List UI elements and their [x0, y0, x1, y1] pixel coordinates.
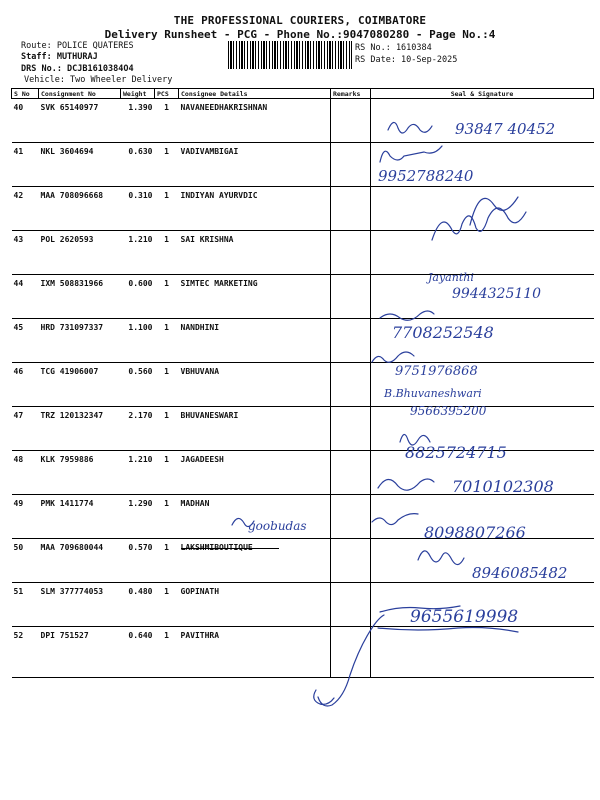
row-sno: 41 — [12, 143, 39, 187]
row-signature — [371, 275, 594, 319]
row-sno: 52 — [12, 627, 39, 678]
row-weight: 0.630 — [121, 143, 155, 187]
row-consignment: DPI 751527 — [39, 627, 121, 678]
runsheet-table — [11, 88, 594, 678]
row-pcs: 1 — [155, 407, 179, 451]
row-remarks — [331, 363, 371, 407]
col-pcs: PCS — [155, 89, 179, 99]
row-pcs: 1 — [155, 187, 179, 231]
row-weight: 2.170 — [121, 407, 155, 451]
row-remarks — [331, 627, 371, 678]
col-sno: S No — [12, 89, 39, 99]
phone-47: 9566395200 — [410, 404, 487, 418]
row-remarks — [331, 187, 371, 231]
row-signature — [371, 539, 594, 583]
row-remarks — [331, 451, 371, 495]
table-row — [12, 539, 594, 583]
row-signature — [371, 407, 594, 451]
row-remarks — [331, 407, 371, 451]
row-pcs: 1 — [155, 583, 179, 627]
row-sno: 50 — [12, 539, 39, 583]
phone-45: 7708252548 — [392, 323, 494, 342]
table-row — [12, 627, 594, 678]
row-consignment: MAA 709680044 — [39, 539, 121, 583]
row-consignee: VADIVAMBIGAI — [179, 143, 331, 187]
row-weight: 1.100 — [121, 319, 155, 363]
row-remarks — [331, 231, 371, 275]
table-row — [12, 143, 594, 187]
row-remarks — [331, 99, 371, 143]
row-consignee: PAVITHRA — [179, 627, 331, 678]
table-row — [12, 451, 594, 495]
row-sno: 44 — [12, 275, 39, 319]
row-weight: 0.560 — [121, 363, 155, 407]
table-row — [12, 319, 594, 363]
row-signature — [371, 231, 594, 275]
row-sno: 40 — [12, 99, 39, 143]
col-consignee: Consignee Details — [179, 89, 331, 99]
row-weight: 0.570 — [121, 539, 155, 583]
barcode — [228, 41, 352, 69]
row-consignee: GOPINATH — [179, 583, 331, 627]
col-signature: Seal & Signature — [371, 89, 594, 99]
row-sno: 47 — [12, 407, 39, 451]
staff: Staff: MUTHURAJ — [21, 52, 98, 62]
row-signature — [371, 319, 594, 363]
row-sno: 51 — [12, 583, 39, 627]
table-row — [12, 187, 594, 231]
drs-number: DRS No.: DCJB1610384O4 — [21, 64, 134, 74]
row-weight: 0.310 — [121, 187, 155, 231]
table-row — [12, 231, 594, 275]
phone-44: 9944325110 — [452, 286, 542, 302]
row-signature — [371, 583, 594, 627]
row-weight: 1.390 — [121, 99, 155, 143]
row-consignment: HRD 731097337 — [39, 319, 121, 363]
row-weight: 0.640 — [121, 627, 155, 678]
name-44: Jayanthi — [428, 271, 474, 284]
table-row — [12, 407, 594, 451]
row-pcs: 1 — [155, 539, 179, 583]
row-weight: 0.600 — [121, 275, 155, 319]
note-50: goobudas — [248, 519, 307, 533]
phone-41: 9952788240 — [378, 167, 474, 185]
row-sno: 46 — [12, 363, 39, 407]
row-weight: 1.210 — [121, 231, 155, 275]
table-row — [12, 99, 594, 143]
row-consignment: NKL 3604694 — [39, 143, 121, 187]
vehicle: Vehicle: Two Wheeler Delivery — [24, 75, 173, 85]
row-pcs: 1 — [155, 451, 179, 495]
name-47: B.Bhuvaneshwari — [384, 387, 482, 400]
row-sno: 43 — [12, 231, 39, 275]
row-signature — [371, 495, 594, 539]
row-remarks — [331, 319, 371, 363]
rs-date: RS Date: 10-Sep-2025 — [355, 55, 458, 65]
row-consignee: NANDHINI — [179, 319, 331, 363]
row-remarks — [331, 143, 371, 187]
rs-number: RS No.: 1610384 — [355, 43, 432, 53]
table-row — [12, 583, 594, 627]
row-consignment: TRZ 120132347 — [39, 407, 121, 451]
row-sno: 42 — [12, 187, 39, 231]
row-signature — [371, 627, 594, 678]
row-pcs: 1 — [155, 143, 179, 187]
row-signature — [371, 363, 594, 407]
row-weight: 1.210 — [121, 451, 155, 495]
table-header — [12, 89, 594, 99]
row-consignee: JAGADEESH — [179, 451, 331, 495]
row-consignment: PMK 1411774 — [39, 495, 121, 539]
signature-mark — [314, 690, 334, 704]
row-remarks — [331, 539, 371, 583]
row-pcs: 1 — [155, 99, 179, 143]
row-consignee-cell — [179, 539, 331, 583]
phone-48: 8825724715 — [405, 443, 507, 462]
row-pcs: 1 — [155, 363, 179, 407]
row-consignee: INDIYAN AYURVDIC — [179, 187, 331, 231]
row-sno: 45 — [12, 319, 39, 363]
row-pcs: 1 — [155, 275, 179, 319]
row-pcs: 1 — [155, 231, 179, 275]
row-weight: 0.480 — [121, 583, 155, 627]
row-consignment: SLM 377774053 — [39, 583, 121, 627]
table-row — [12, 275, 594, 319]
row-consignment: TCG 41906007 — [39, 363, 121, 407]
row-consignment: KLK 7959886 — [39, 451, 121, 495]
col-consignment: Consignment No — [39, 89, 121, 99]
col-weight: Weight — [121, 89, 155, 99]
runsheet-subtitle: Delivery Runsheet - PCG - Phone No.:9047080280 - Page No.:4 — [104, 28, 496, 41]
row-consignee: BHUVANESWARI — [179, 407, 331, 451]
row-pcs: 1 — [155, 495, 179, 539]
phone-46: 9751976868 — [395, 364, 478, 379]
row-consignee: SAI KRISHNA — [179, 231, 331, 275]
row-consignee: SIMTEC MARKETING — [179, 275, 331, 319]
row-sno: 49 — [12, 495, 39, 539]
row-consignment: SVK 65140977 — [39, 99, 121, 143]
row-signature — [371, 143, 594, 187]
row-consignee: NAVANEEDHAKRISHNAN — [179, 99, 331, 143]
row-pcs: 1 — [155, 319, 179, 363]
route: Route: POLICE QUATERES — [21, 41, 134, 51]
row-consignment: MAA 708096668 — [39, 187, 121, 231]
company-name: THE PROFESSIONAL COURIERS, COIMBATORE — [173, 14, 427, 27]
row-consignee: VBHUVANA — [179, 363, 331, 407]
phone-50: 8098807266 — [424, 523, 526, 542]
phone-52: 9655619998 — [410, 607, 519, 627]
col-remarks: Remarks — [331, 89, 371, 99]
row-consignment: POL 2620593 — [39, 231, 121, 275]
phone-49: 7010102308 — [452, 477, 554, 496]
strike-through — [181, 548, 279, 549]
row-remarks — [331, 495, 371, 539]
row-weight: 1.290 — [121, 495, 155, 539]
phone-40: 93847 40452 — [455, 120, 556, 138]
phone-51: 8946085482 — [472, 564, 568, 582]
row-consignee: MADHAN — [179, 495, 331, 539]
row-consignment: IXM 508831966 — [39, 275, 121, 319]
row-remarks — [331, 583, 371, 627]
row-signature — [371, 99, 594, 143]
row-signature — [371, 451, 594, 495]
row-pcs: 1 — [155, 627, 179, 678]
table-row — [12, 363, 594, 407]
table-row — [12, 495, 594, 539]
row-remarks — [331, 275, 371, 319]
row-signature — [371, 187, 594, 231]
row-sno: 48 — [12, 451, 39, 495]
